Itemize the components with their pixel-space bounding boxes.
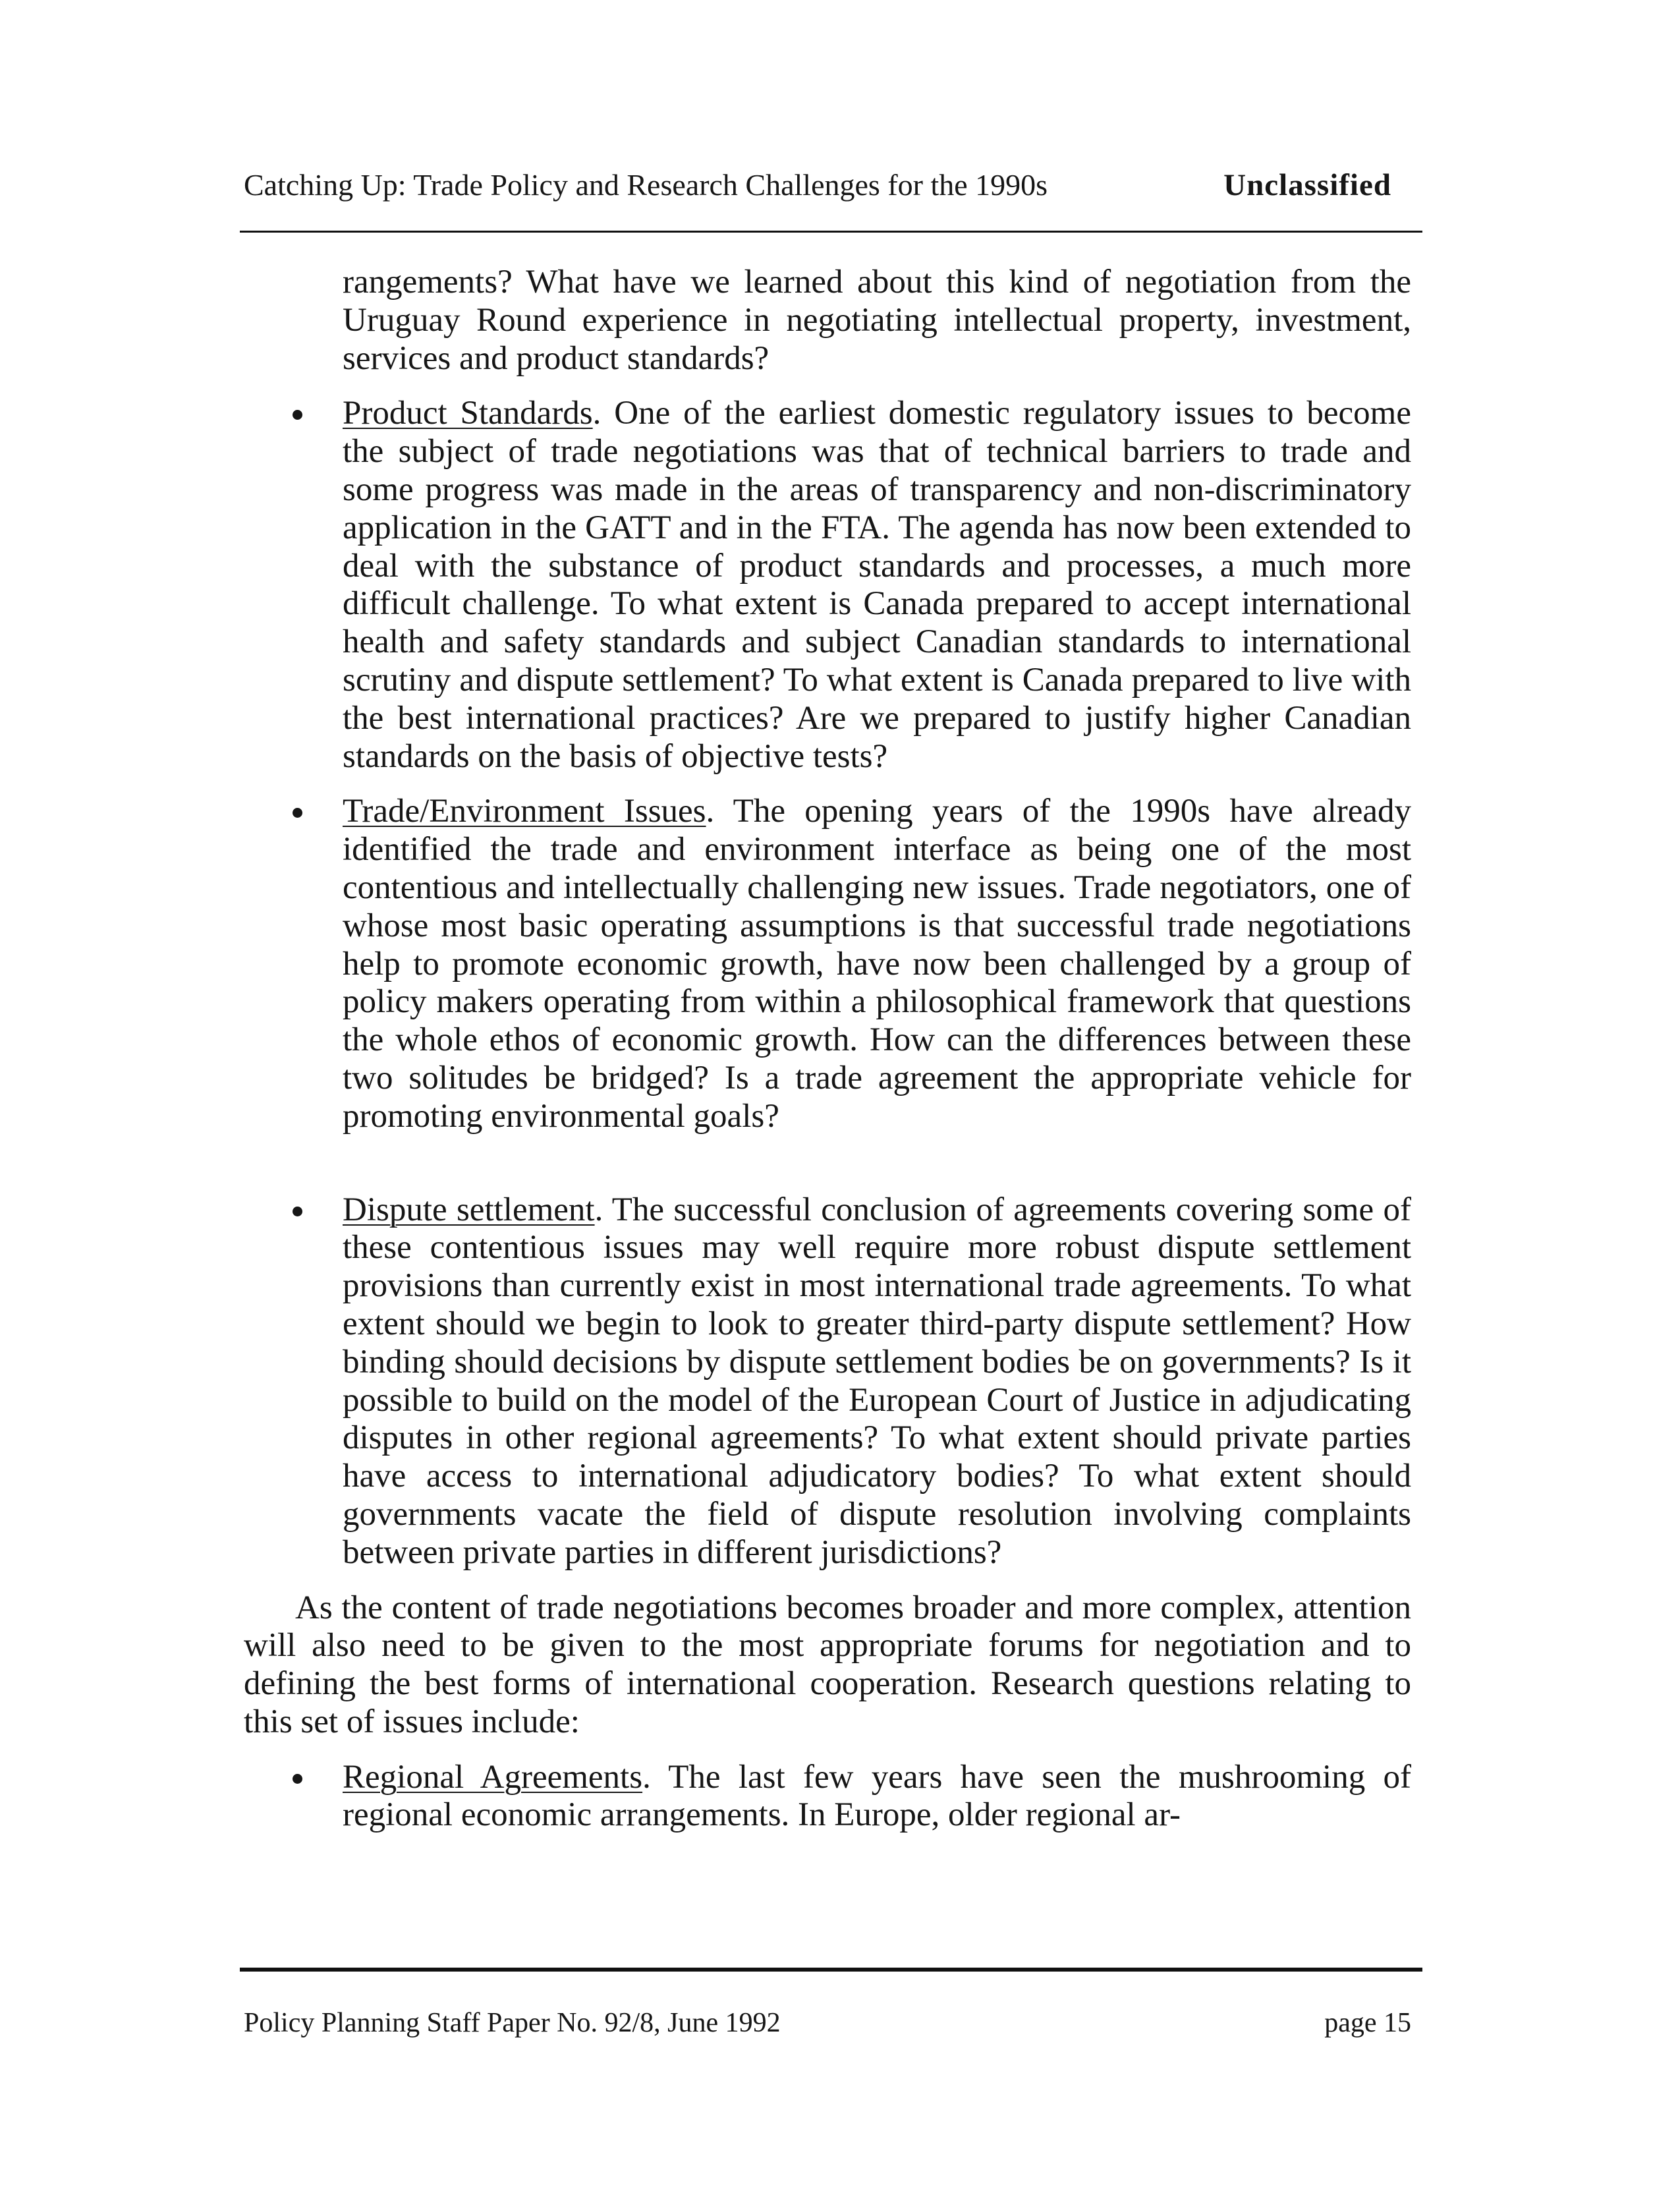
page-body (244, 264, 1411, 1835)
bullet-icon (293, 410, 302, 420)
bullet-text: . One of the earliest domestic regulatory issues to become the subject of trade negotiations was that of technical barriers to trade and some progress was made in the areas of transparency and non-discriminatory application in the GATT and in the FTA. The agenda has now been extended to deal with the substance of product standards and processes, a much more difficult challenge. To what extent is Canada prepared to accept international health and safety standards and subject Canadian standards to international scrutiny and dispute settlement? To what extent is Canada prepared to live with the best international practices? Are we prepared to justify higher Canadian standards on the basis of objective tests? (343, 395, 1411, 775)
body-paragraph: As the content of trade negotiations becomes broader and more complex, attention will also need to be given to the most appropriate forums for negotiation and to defining the best forms of international cooperation. Research questions relating to this set of issues include: (244, 1589, 1411, 1740)
footer-citation: Policy Planning Staff Paper No. 92/8, June 1992 (244, 2008, 781, 2038)
bullet-icon (293, 808, 302, 818)
bullet-trade-environment (343, 793, 1411, 1135)
bullet-text: . The opening years of the 1990s have already identified the trade and environment interface as being one of the most contentious and intellectually challenging new issues. Trade negotiators, one of whose most basic operating assumptions is that successful trade negotiations help to promote economic growth, have now been challenged by a group of policy makers operating from within a philosophical framework that questions the whole ethos of economic growth. How can the differences between these two solitudes be bridged? Is a trade agreement the appropriate vehicle for promoting environmental goals? (343, 793, 1412, 1135)
bullet-text: . The last few years have seen the mushrooming of regional economic arrangements. In Europe, older regional ar- (343, 1758, 1412, 1834)
document-title: Catching Up: Trade Policy and Research Challenges for the 1990s (244, 168, 1048, 202)
page-number: page 15 (1324, 2008, 1411, 2038)
bullet-icon (293, 1207, 302, 1216)
bullet-title: Product Standards (343, 395, 593, 432)
bullet-regional-agreements (343, 1759, 1411, 1835)
bullet-text: . The successful conclusion of agreements covering some of these contentious issues may well require more robust dispute settlement provisions than currently exist in most international trade agreements. To what extent should we begin to look to greater third-party dispute settlement? How binding should decisions by dispute settlement bodies be on governments? Is it possible to build on the model of the European Court of Justice in adjudicating disputes in other regional agreements? To what extent should private parties have access to international adjudicatory bodies? To what extent should governments vacate the field of dispute resolution involving complaints between private parties in different jurisdictions? (343, 1191, 1411, 1571)
classification-label: Unclassified (1223, 168, 1391, 202)
running-footer (244, 2003, 1411, 2043)
bullet-product-standards (343, 395, 1411, 776)
header-rule (240, 231, 1422, 233)
bullet-title: Dispute settlement (343, 1191, 595, 1228)
bullet-dispute-settlement (343, 1191, 1411, 1572)
bullet-title: Trade/Environment Issues (343, 793, 706, 830)
bullet-icon (293, 1774, 302, 1784)
continuation-text: rangements? What have we learned about this kind of negotiation from the Uruguay Round experience in negotiating intellectual property, investment, services and product standards? (343, 264, 1411, 377)
footer-rule (240, 1968, 1422, 1972)
bullet-title: Regional Agreements (343, 1758, 643, 1796)
running-header (244, 162, 1391, 208)
